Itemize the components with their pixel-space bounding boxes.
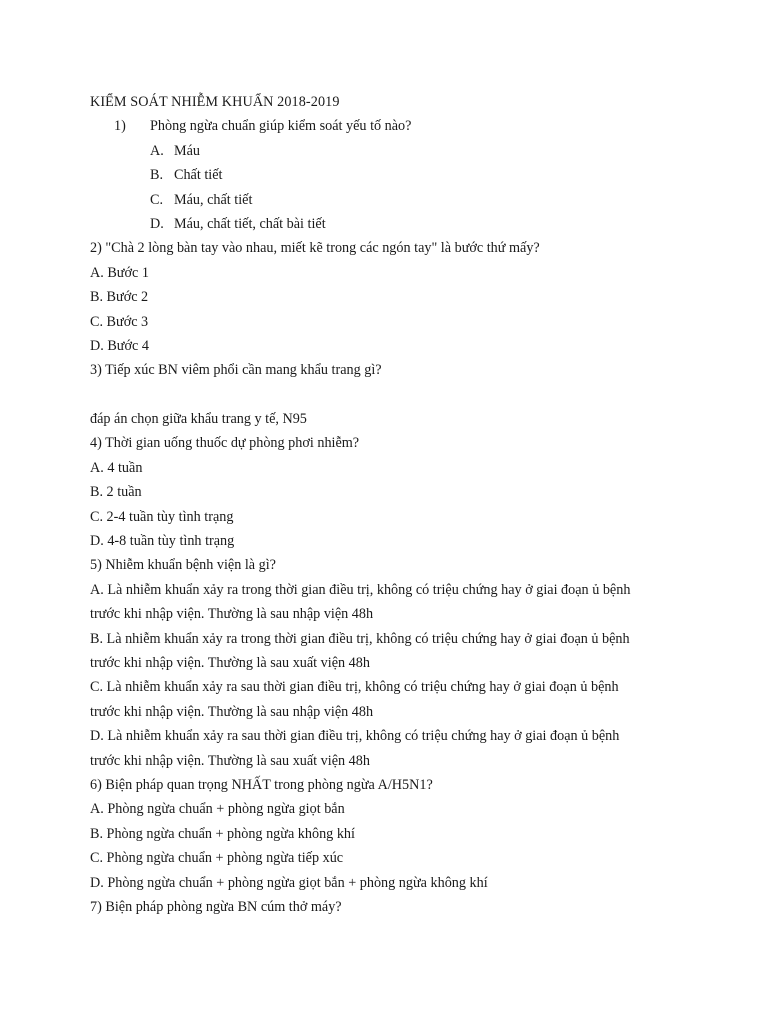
option-letter: D.	[150, 215, 164, 232]
question-number: 1)	[114, 118, 126, 135]
text-line: A. Bước 1	[90, 264, 149, 281]
text-line: C. Là nhiễm khuẩn xảy ra sau thời gian điều trị, không có triệu chứng hay ở giai đoạn ủ bệnh	[90, 679, 619, 696]
text-line: 3) Tiếp xúc BN viêm phổi cần mang khẩu trang gì?	[90, 362, 382, 379]
option-text: Máu, chất tiết, chất bài tiết	[174, 215, 326, 232]
text-line: D. Bước 4	[90, 337, 149, 354]
text-line: A. 4 tuần	[90, 459, 143, 476]
text-line: B. Là nhiễm khuẩn xảy ra trong thời gian điều trị, không có triệu chứng hay ở giai đoạn ủ bệnh	[90, 630, 630, 647]
question-1	[90, 114, 690, 138]
option-letter: A.	[150, 142, 164, 159]
option-text: Chất tiết	[174, 167, 223, 184]
text-line: trước khi nhập viện. Thường là sau xuất viện 48h	[90, 752, 370, 769]
text-line: 4) Thời gian uống thuốc dự phòng phơi nhiễm?	[90, 435, 360, 452]
text-line: trước khi nhập viện. Thường là sau xuất viện 48h	[90, 654, 370, 671]
q1-option-d	[90, 212, 690, 236]
option-letter: C.	[150, 191, 164, 208]
text-line: đáp án chọn giữa khẩu trang y tế, N95	[90, 411, 307, 428]
q1-option-b	[90, 163, 690, 187]
text-line: B. 2 tuần	[90, 484, 142, 501]
text-line: D. Là nhiễm khuẩn xảy ra sau thời gian điều trị, không có triệu chứng hay ở giai đoạn ủ bệnh	[90, 728, 620, 745]
text-line: trước khi nhập viện. Thường là sau nhập viện 48h	[90, 606, 374, 623]
option-letter: B.	[150, 167, 164, 184]
text-line	[90, 383, 690, 407]
text-line: B. Phòng ngừa chuẩn + phòng ngừa không khí	[90, 825, 355, 842]
q1-option-c	[90, 188, 690, 212]
text-line: A. Phòng ngừa chuẩn + phòng ngừa giọt bắn	[90, 801, 345, 818]
text-line: 5) Nhiễm khuẩn bệnh viện là gì?	[90, 557, 276, 574]
question-text: Phòng ngừa chuẩn giúp kiểm soát yếu tố nào?	[150, 118, 412, 135]
q1-option-a	[90, 139, 690, 163]
text-line: A. Là nhiễm khuẩn xảy ra trong thời gian điều trị, không có triệu chứng hay ở giai đoạn ủ bệnh	[90, 581, 631, 598]
document-body	[90, 90, 690, 919]
text-line: D. Phòng ngừa chuẩn + phòng ngừa giọt bắn + phòng ngừa không khí	[90, 874, 488, 891]
option-text: Máu, chất tiết	[174, 191, 253, 208]
document-title: KIỂM SOÁT NHIỄM KHUẨN 2018-2019	[90, 94, 340, 110]
text-line: C. 2-4 tuần tùy tình trạng	[90, 508, 234, 525]
document-lines	[90, 236, 690, 919]
text-line: 6) Biện pháp quan trọng NHẤT trong phòng ngừa A/H5N1?	[90, 776, 433, 793]
text-line: 7) Biện pháp phòng ngừa BN cúm thở máy?	[90, 898, 342, 915]
text-line: 2) "Chà 2 lòng bàn tay vào nhau, miết kẽ trong các ngón tay" là bước thứ mấy?	[90, 240, 540, 257]
text-line: D. 4-8 tuần tùy tình trạng	[90, 533, 235, 550]
text-line: C. Phòng ngừa chuẩn + phòng ngừa tiếp xúc	[90, 850, 344, 867]
option-text: Máu	[174, 142, 201, 159]
text-line: B. Bước 2	[90, 289, 149, 306]
text-line: C. Bước 3	[90, 313, 149, 330]
text-line: trước khi nhập viện. Thường là sau nhập viện 48h	[90, 703, 374, 720]
